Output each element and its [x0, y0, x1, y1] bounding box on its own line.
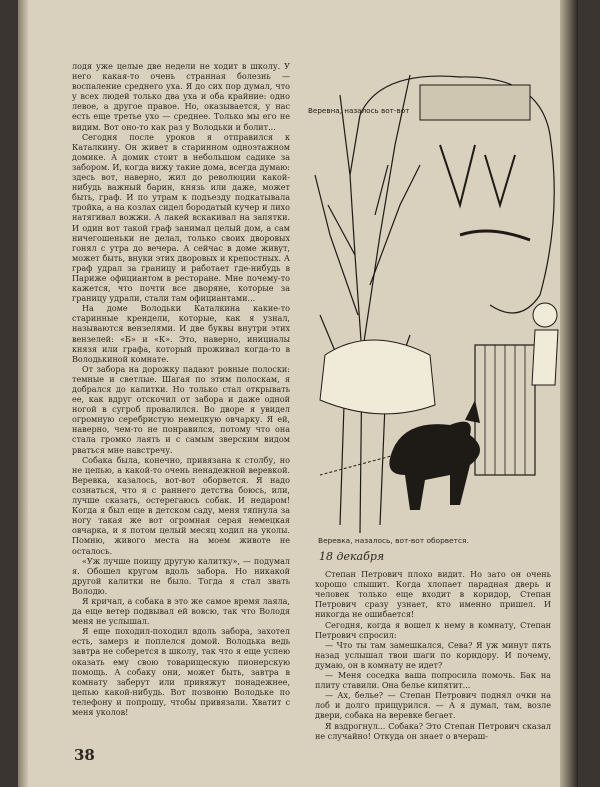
paragraph: «Уж лучше поищу другую калитку», — подумал я. Обошел кругом вдоль забора. Но никакой другой калитки не было. Тогда я стал звать Володю.	[72, 556, 290, 596]
diary-date-heading: 18 декабря	[319, 550, 385, 563]
paragraph: Я кричал, а собака в это же самое время лаяла, да еще ветер подвывал ей вовсю, так что Володя меня не услышал.	[72, 596, 290, 627]
bed-scene	[420, 85, 530, 120]
right-text-column	[315, 552, 551, 742]
left-text-column	[72, 62, 290, 718]
book-page	[18, 0, 578, 787]
paragraph: Собака была, конечно, привязана к столбу, но не цепью, а какой-то очень ненадежной веревкой. Веревка, казалось, вот-вот оборвется. Я надо сознаться, что я с раннего детства боюсь, или, лучше сказать, остерегаюсь собак. И недаром! Когда я был еще в детском саду, меня тяпнула за ногу такая же вот огромная серая немецкая овчарка, и я потом целый месяц ходил на уколы. Помню, живого места на моем животе не осталось.	[72, 455, 290, 556]
paragraph: — Ах, белье? — Степан Петрович поднял очки на лоб и долго прищурился. — А я думал, там, возле двери, собака на веревке бегает.	[315, 691, 551, 721]
paragraph: На доме Володьки Каталкина какие-то старинные крендели, которые, как я узнал, называются вензелями. И две буквы внутри этих вензелей: «Б» и «К». Это, наверно, инициалы князя или графа, который проживал когда-то в Володькиной комнате.	[72, 304, 290, 364]
illustration-boy-and-dog	[300, 55, 562, 533]
running-dog-small	[460, 231, 530, 240]
page-number: 38	[74, 746, 95, 764]
paragraph: — Меня соседка ваша попросила помочь. Бак на плиту ставили. Она белье кипятит...	[315, 671, 551, 691]
page-edge-shadow	[560, 0, 578, 787]
illustration-caption: Веревка, назалось, вот-вот оборвется.	[318, 536, 469, 545]
paragraph: Я еще походил-походил вдоль забора, захотел есть, замерз и поплелся домой. Володька ведь завтра не соберется в школу, так что я еще успею оказать ему свою товарищескую пионерскую помощь. А собаку они, может быть, завтра в комнату заберут или привяжут понадежнее, цепью какой-нибудь. Вот позвоню Володьке по телефону и попрошу, чтобы привязали. Хватит с меня уколов!	[72, 627, 290, 717]
illustration-inscription: Веревна, назалось вот-вот	[308, 106, 410, 115]
dog-rope	[320, 455, 395, 475]
paragraph: Степан Петрович плохо видит. Но зато он очень хорошо слышит. Когда хлопает парадная дверь и человек только еще входит в коридор, Степан Петрович сразу узнает, кто именно пришел. И никогда не ошибается!	[315, 570, 551, 620]
paragraph: От забора на дорожку падают ровные полоски: темные и светлые. Шагая по этим полоскам, я добрался до калитки. Но только стал открывать ее, как вдруг отскочил от забора и даже одной ногой в сугроб провалился. Во дворе я увидел огромную серебристую немецкую овчарку. Я ей, наверно, чем-то не понравился, потому что она стала громко лаять и с самым зверским видом рваться мне навстречу.	[72, 364, 290, 455]
paragraph: лодя уже целые две недели не ходит в школу. У него какая-то очень странная болезнь — воспаление среднего уха. Я до сих пор думал, что у всех людей только два уха и оба крайние: одно левое, а другое правое. Но, оказывается, у нас есть еще третье ухо — среднее. Только мы его не видим. Вот оно-то как раз у Володьки и болит...	[72, 62, 290, 132]
paragraph: Сегодня после уроков я отправился к Каталкину. Он живет в старинном одноэтажном домике. А домик стоит в небольшом садике за забором. И, когда вижу такие дома, всегда думаю: здесь вот, наверно, жил до революции какой-нибудь важный барин, князь или даже, может быть, граф. И по утрам к подъезду подкатывала тройка, а на козлах сидел бородатый кучер и лихо натягивал вожжи. А лакей вскакивал на запятки. И один вот такой граф занимал целый дом, а сам ничегошеньки не делал, только своих дворовых гонял с утра до вечера. А сейчас в доме живут, может быть, внуки этих дворовых и крепостных. А граф удрал за границу и работает где-нибудь в Париже официантом в ресторане. Мне почему-то кажется, что почти все дворяне, которые за границу удрали, стали там официантами...	[72, 132, 290, 304]
paragraph: Я вздрогнул... Собака? Это Степан Петрович сказал не случайно! Откуда он знает о вчераш-	[315, 721, 551, 741]
boy-body	[532, 330, 558, 385]
paragraph: — Что ты там замешкался, Сева? Я уж минут пять назад услышал твои шаги по коридору. И почему, думаю, он в комнату не идет?	[315, 640, 551, 670]
paragraph: Сегодня, когда я вошел к нему в комнату, Степан Петрович спросил:	[315, 620, 551, 640]
boy-head	[533, 303, 557, 327]
snow-bench	[320, 340, 435, 414]
gate-and-boy	[475, 303, 558, 475]
running-figures	[440, 145, 515, 205]
page-spine-shadow	[18, 0, 28, 787]
